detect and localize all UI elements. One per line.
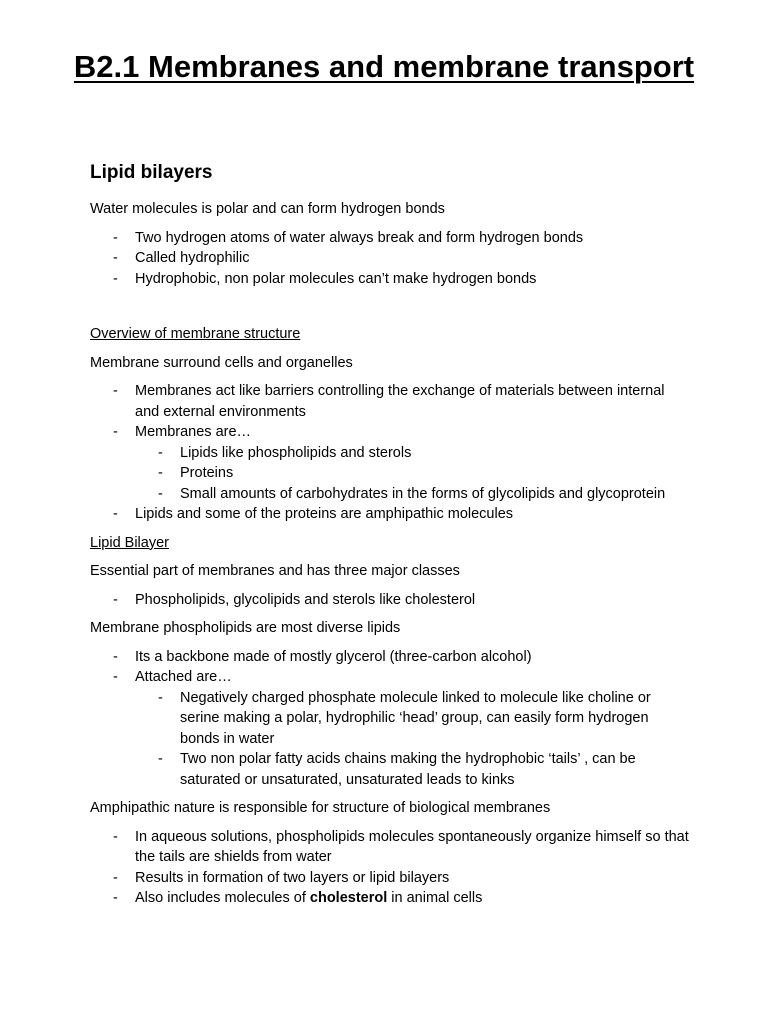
section-heading-lipid-bilayers: Lipid bilayers	[90, 162, 213, 183]
list-item: - Lipids and some of the proteins are amphipathic molecules	[135, 504, 690, 525]
sub-list-item: - Two non polar fatty acids chains making the hydrophobic ‘tails’ , can be saturated or unsaturated, unsaturated leads to kinks	[180, 749, 690, 790]
lipid-list-2	[90, 647, 690, 791]
list-item	[135, 667, 690, 790]
list-item-text-prefix: Also includes molecules of	[135, 890, 310, 906]
overview-paragraph: Membrane surround cells and organelles	[90, 354, 353, 371]
bold-term-cholesterol: cholesterol	[309, 890, 388, 906]
document-title: B2.1 Membranes and membrane transport	[73, 49, 695, 84]
document-body	[90, 160, 690, 917]
list-item: - Phospholipids, glycolipids and sterols like cholesterol	[135, 590, 690, 611]
subheading-lipid-bilayer: Lipid Bilayer	[90, 534, 169, 551]
sub-list-item: - Lipids like phospholipids and sterols	[180, 443, 690, 464]
lipid-paragraph-2: Membrane phospholipids are most diverse lipids	[90, 620, 401, 636]
intro-paragraph: Water molecules is polar and can form hydrogen bonds	[90, 201, 445, 217]
subheading-overview: Overview of membrane structure	[90, 326, 301, 342]
list-item: - Hydrophobic, non polar molecules can’t make hydrogen bonds	[135, 269, 690, 290]
sub-list-item: - Small amounts of carbohydrates in the forms of glycolipids and glycoprotein	[180, 484, 690, 505]
list-item	[135, 422, 690, 504]
sub-list-item: - Proteins	[180, 463, 690, 484]
lipid-sub-list	[135, 688, 690, 791]
lipid-list-1	[90, 590, 690, 611]
lipid-list-3	[90, 827, 690, 909]
overview-list	[90, 381, 690, 525]
list-item-text: Membranes are…	[135, 424, 252, 440]
list-item-text-suffix: in animal cells	[387, 890, 483, 906]
overview-sub-list	[135, 443, 690, 505]
list-item: - Called hydrophilic	[135, 248, 690, 269]
list-item: - Its a backbone made of mostly glycerol (three-carbon alcohol)	[135, 647, 690, 668]
intro-list	[90, 228, 690, 290]
list-item	[135, 888, 690, 909]
list-item: - Two hydrogen atoms of water always break and form hydrogen bonds	[135, 228, 690, 249]
sub-list-item: - Negatively charged phosphate molecule linked to molecule like choline or serine making a polar, hydrophilic ‘head’ group, can easily form hydrogen bonds in water	[180, 688, 690, 750]
list-item-text: Attached are…	[135, 669, 232, 685]
list-item: - Membranes act like barriers controlling the exchange of materials between internal and external environments	[135, 381, 690, 422]
list-item: - In aqueous solutions, phospholipids molecules spontaneously organize himself so that the tails are shields from water	[135, 827, 690, 868]
spacer	[90, 297, 690, 324]
lipid-paragraph-1: Essential part of membranes and has three major classes	[90, 563, 460, 579]
lipid-paragraph-3: Amphipathic nature is responsible for structure of biological membranes	[90, 800, 551, 816]
list-item: - Results in formation of two layers or lipid bilayers	[135, 868, 690, 889]
